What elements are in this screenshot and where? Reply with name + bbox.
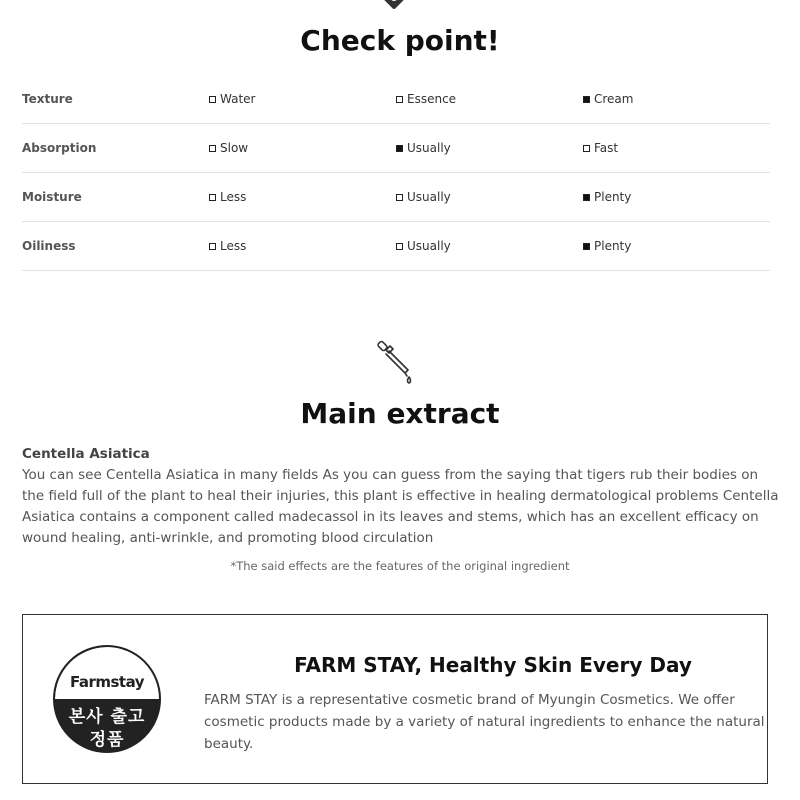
option: Water bbox=[209, 92, 255, 106]
brand-box bbox=[22, 614, 768, 784]
dropper-icon bbox=[377, 339, 417, 385]
row-label: Oiliness bbox=[22, 239, 76, 253]
checkbox-icon bbox=[583, 96, 590, 103]
extract-name: Centella Asiatica bbox=[22, 446, 150, 462]
checkbox-icon bbox=[209, 145, 216, 152]
option: Essence bbox=[396, 92, 456, 106]
brand-heading: FARM STAY, Healthy Skin Every Day bbox=[294, 653, 692, 677]
disclaimer-note: *The said effects are the features of the original ingredient bbox=[230, 559, 570, 573]
check-row-texture bbox=[22, 75, 770, 124]
main-extract-title: Main extract bbox=[300, 397, 500, 430]
option: Usually bbox=[396, 190, 451, 204]
checkbox-icon bbox=[209, 243, 216, 250]
checkbox-icon bbox=[583, 243, 590, 250]
check-row-moisture bbox=[22, 173, 770, 222]
seal-text-1: 본사 출고 bbox=[68, 707, 146, 727]
authentic-seal-icon bbox=[53, 645, 161, 753]
row-label: Absorption bbox=[22, 141, 97, 155]
option: Usually bbox=[396, 141, 451, 155]
row-label: Moisture bbox=[22, 190, 82, 204]
option: Less bbox=[209, 239, 246, 253]
checkbox-icon bbox=[396, 96, 403, 103]
checkbox-icon bbox=[396, 243, 403, 250]
extract-description: You can see Centella Asiatica in many fields As you can guess from the saying that tigers rub their bodies on the field full of the plant to heal their injuries, this plant is effective in healing dermatological problems Centella Asiatica contains a component called madecassol in its leaves and stems, which has an excellent efficacy on wound healing, anti-wrinkle, and promoting blood circulation bbox=[22, 467, 779, 546]
option: Plenty bbox=[583, 190, 631, 204]
seal-text-2: 정품 bbox=[89, 730, 125, 750]
checkbox-icon bbox=[396, 145, 403, 152]
check-row-absorption bbox=[22, 124, 770, 173]
option: Plenty bbox=[583, 239, 631, 253]
check-row-oiliness bbox=[22, 222, 770, 271]
checkbox-icon bbox=[583, 194, 590, 201]
check-point-title: Check point! bbox=[300, 24, 500, 57]
option: Less bbox=[209, 190, 246, 204]
checkbox-icon bbox=[209, 194, 216, 201]
option: Slow bbox=[209, 141, 248, 155]
checkbox-icon bbox=[396, 194, 403, 201]
top-marker-icon bbox=[381, 0, 406, 10]
checkbox-icon bbox=[583, 145, 590, 152]
brand-description: FARM STAY is a representative cosmetic brand of Myungin Cosmetics. We offer cosmetic products made by a variety of natural ingredients to enhance the natural beauty. bbox=[204, 692, 765, 752]
check-point-table bbox=[22, 75, 770, 271]
row-label: Texture bbox=[22, 92, 73, 106]
seal-logo: Farmstay bbox=[69, 673, 145, 691]
option: Fast bbox=[583, 141, 618, 155]
option: Cream bbox=[583, 92, 633, 106]
checkbox-icon bbox=[209, 96, 216, 103]
option: Usually bbox=[396, 239, 451, 253]
